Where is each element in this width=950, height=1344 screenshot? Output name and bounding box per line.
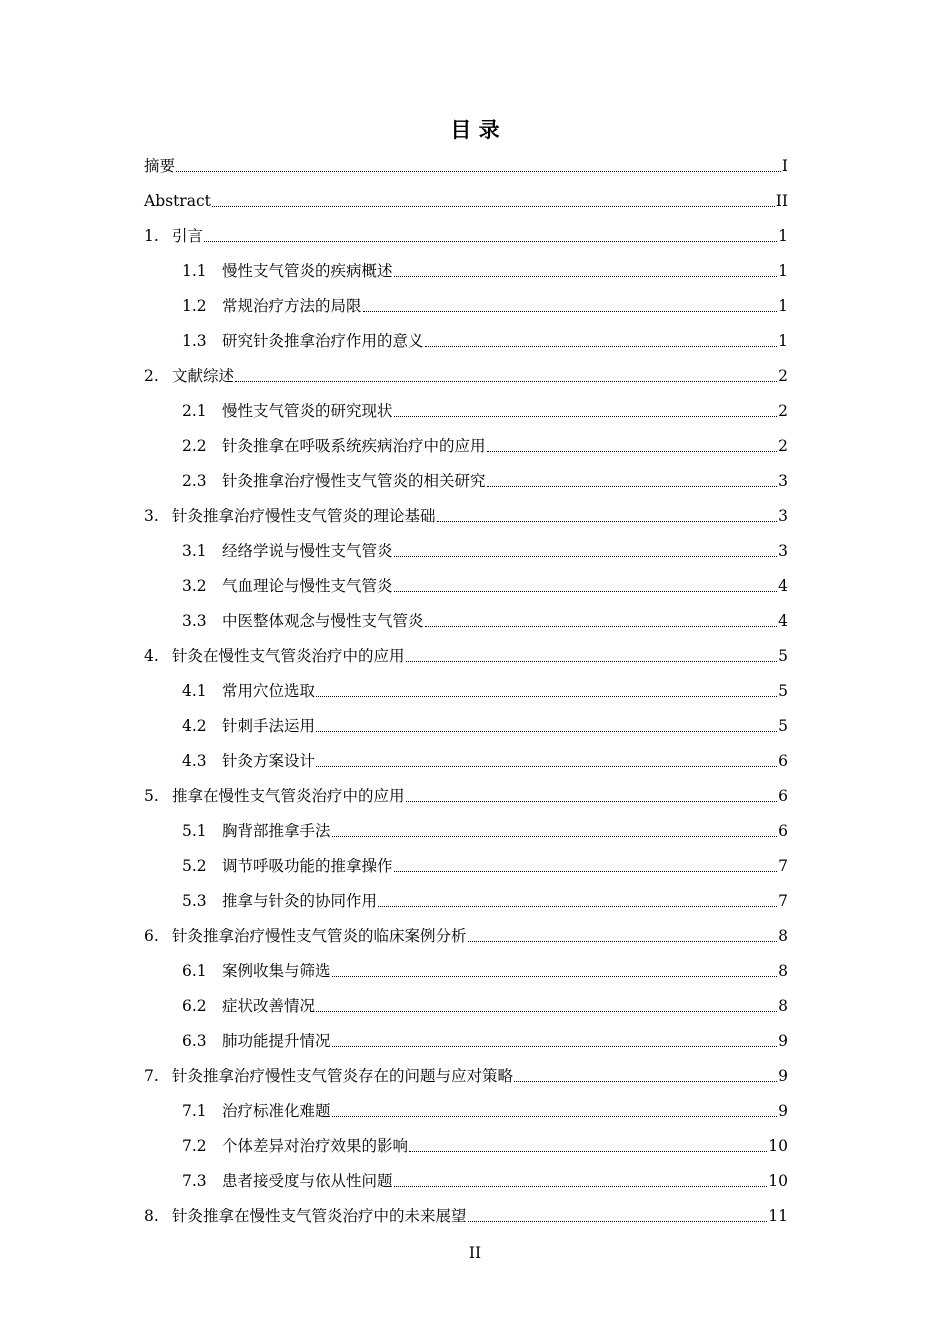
toc-entry-page: 5 bbox=[778, 647, 788, 665]
dot-leader bbox=[316, 1011, 777, 1012]
toc-entry[interactable] bbox=[182, 261, 788, 281]
toc-entry[interactable] bbox=[182, 436, 788, 456]
toc-entry-page: 7 bbox=[778, 892, 788, 910]
toc-entry-page: II bbox=[775, 192, 788, 210]
toc-entry-number: 2. bbox=[144, 367, 159, 385]
toc-entry-number: 7.3 bbox=[182, 1172, 207, 1190]
toc-entry-label bbox=[182, 436, 486, 456]
toc-entry-number: 6. bbox=[144, 927, 159, 945]
toc-entry-text: 研究针灸推拿治疗作用的意义 bbox=[222, 332, 424, 350]
dot-leader bbox=[425, 626, 778, 627]
toc-entry[interactable] bbox=[182, 821, 788, 841]
toc-entry-text: 案例收集与筛选 bbox=[222, 962, 331, 980]
toc-entry-page: 2 bbox=[778, 402, 788, 420]
toc-entry-label bbox=[144, 1206, 467, 1226]
toc-entry-label bbox=[182, 541, 393, 561]
toc-entry[interactable] bbox=[182, 1136, 788, 1156]
toc-entry-number: 1.1 bbox=[182, 262, 207, 280]
dot-leader bbox=[316, 766, 777, 767]
toc-entry-page: 11 bbox=[768, 1207, 788, 1225]
dot-leader bbox=[425, 346, 778, 347]
toc-entry[interactable] bbox=[182, 681, 788, 701]
toc-entry-label bbox=[182, 996, 315, 1016]
toc-entry[interactable] bbox=[182, 961, 788, 981]
toc-entry-text: 症状改善情况 bbox=[222, 997, 316, 1015]
dot-leader bbox=[468, 941, 778, 942]
toc-entry[interactable] bbox=[144, 646, 788, 666]
toc-entry[interactable] bbox=[144, 926, 788, 946]
toc-entry-page: 8 bbox=[778, 927, 788, 945]
toc-entry-text: 文献综述 bbox=[172, 367, 235, 385]
toc-entry[interactable] bbox=[144, 226, 788, 246]
dot-leader bbox=[406, 801, 778, 802]
toc-entry[interactable] bbox=[182, 471, 788, 491]
toc-entry-text: 慢性支气管炎的研究现状 bbox=[222, 402, 393, 420]
toc-entry-text: 针灸推拿治疗慢性支气管炎的相关研究 bbox=[222, 472, 486, 490]
toc-entry-text: Abstract bbox=[144, 192, 211, 210]
dot-leader bbox=[394, 556, 778, 557]
toc-entry-text: 肺功能提升情况 bbox=[222, 1032, 331, 1050]
toc-entry[interactable] bbox=[144, 156, 788, 176]
toc-entry-number: 1.2 bbox=[182, 297, 207, 315]
toc-entry-text: 针灸推拿在慢性支气管炎治疗中的未来展望 bbox=[172, 1207, 467, 1225]
toc-entry-label bbox=[182, 1101, 331, 1121]
toc-entry-text: 针灸推拿治疗慢性支气管炎的临床案例分析 bbox=[172, 927, 467, 945]
toc-entry-page: 9 bbox=[778, 1067, 788, 1085]
toc-entry-label bbox=[144, 156, 175, 176]
toc-entry-page: 1 bbox=[778, 227, 788, 245]
dot-leader bbox=[332, 1046, 778, 1047]
toc-entry-label bbox=[144, 1066, 513, 1086]
toc-entry-number: 8. bbox=[144, 1207, 159, 1225]
toc-entry-text: 推拿与针灸的协同作用 bbox=[222, 892, 378, 910]
toc-entry-page: 8 bbox=[778, 997, 788, 1015]
toc-entry-page: 3 bbox=[778, 507, 788, 525]
toc-entry-page: 3 bbox=[778, 472, 788, 490]
toc-entry-label bbox=[182, 576, 393, 596]
toc-entry-label bbox=[182, 821, 331, 841]
toc-entry-label bbox=[144, 786, 405, 806]
toc-entry-number: 3.1 bbox=[182, 542, 207, 560]
toc-entry-number: 3.2 bbox=[182, 577, 207, 595]
toc-entry-label bbox=[182, 681, 315, 701]
toc-entry-text: 经络学说与慢性支气管炎 bbox=[222, 542, 393, 560]
toc-entry-page: 5 bbox=[778, 682, 788, 700]
toc-entry-number: 4. bbox=[144, 647, 159, 665]
toc-entry[interactable] bbox=[144, 1066, 788, 1086]
toc-entry-page: 3 bbox=[778, 542, 788, 560]
toc-entry-label bbox=[182, 751, 315, 771]
toc-entry-number: 2.2 bbox=[182, 437, 207, 455]
dot-leader bbox=[332, 976, 778, 977]
toc-entry-label bbox=[144, 646, 405, 666]
toc-entry-text: 针灸推拿在呼吸系统疾病治疗中的应用 bbox=[222, 437, 486, 455]
toc-entry[interactable] bbox=[144, 1206, 788, 1226]
dot-leader bbox=[394, 416, 778, 417]
dot-leader bbox=[487, 451, 778, 452]
toc-entry-page: 4 bbox=[778, 612, 788, 630]
dot-leader bbox=[394, 276, 778, 277]
toc-entry-page: 6 bbox=[778, 822, 788, 840]
toc-entry[interactable] bbox=[144, 786, 788, 806]
dot-leader bbox=[176, 171, 781, 172]
toc-entry[interactable] bbox=[182, 856, 788, 876]
dot-leader bbox=[468, 1221, 768, 1222]
dot-leader bbox=[394, 591, 778, 592]
toc-entry-label bbox=[182, 961, 331, 981]
toc-entry-number: 3.3 bbox=[182, 612, 207, 630]
toc-entry[interactable] bbox=[182, 996, 788, 1016]
dot-leader bbox=[378, 906, 777, 907]
toc-entry-number: 7.2 bbox=[182, 1137, 207, 1155]
toc-entry-number: 2.1 bbox=[182, 402, 207, 420]
dot-leader bbox=[394, 871, 778, 872]
toc-entry[interactable] bbox=[182, 1101, 788, 1121]
toc-entry-page: 7 bbox=[778, 857, 788, 875]
toc-entry-text: 治疗标准化难题 bbox=[222, 1102, 331, 1120]
dot-leader bbox=[363, 311, 778, 312]
toc-entry[interactable] bbox=[144, 191, 788, 211]
page-number: II bbox=[468, 1244, 482, 1262]
toc-entry-number: 4.3 bbox=[182, 752, 207, 770]
toc-entry-page: 1 bbox=[778, 297, 788, 315]
toc-entry-page: 10 bbox=[768, 1137, 788, 1155]
toc-entry-text: 针灸推拿治疗慢性支气管炎的理论基础 bbox=[172, 507, 436, 525]
toc-entry-number: 5.3 bbox=[182, 892, 207, 910]
toc-entry[interactable] bbox=[182, 891, 788, 911]
toc-entry[interactable] bbox=[182, 1031, 788, 1051]
toc-entry[interactable] bbox=[182, 716, 788, 736]
toc-entry[interactable] bbox=[182, 576, 788, 596]
toc-entry-number: 7.1 bbox=[182, 1102, 207, 1120]
toc-entry-label bbox=[144, 506, 436, 526]
toc-entry-number: 2.3 bbox=[182, 472, 207, 490]
toc-entry-page: 1 bbox=[778, 262, 788, 280]
toc-entry-label bbox=[182, 401, 393, 421]
dot-leader bbox=[409, 1151, 767, 1152]
toc-entry-text: 推拿在慢性支气管炎治疗中的应用 bbox=[172, 787, 405, 805]
toc-entry-label bbox=[182, 611, 424, 631]
toc-entry-label bbox=[182, 296, 362, 316]
toc-entry-number: 6.3 bbox=[182, 1032, 207, 1050]
toc-entry-number: 5. bbox=[144, 787, 159, 805]
toc-entry-page: 9 bbox=[778, 1032, 788, 1050]
toc-entry-text: 胸背部推拿手法 bbox=[222, 822, 331, 840]
toc-entry-number: 5.1 bbox=[182, 822, 207, 840]
dot-leader bbox=[212, 206, 775, 207]
toc-entry-number: 6.2 bbox=[182, 997, 207, 1015]
dot-leader bbox=[487, 486, 778, 487]
toc-entry[interactable] bbox=[182, 751, 788, 771]
toc-entry-label bbox=[182, 1171, 393, 1191]
toc-entry-text: 针灸方案设计 bbox=[222, 752, 316, 770]
dot-leader bbox=[316, 696, 777, 697]
toc-entry-page: 8 bbox=[778, 962, 788, 980]
toc-entry-number: 1. bbox=[144, 227, 159, 245]
toc-entry-label bbox=[144, 191, 211, 211]
toc-entry[interactable] bbox=[182, 1171, 788, 1191]
toc-entry-page: 9 bbox=[778, 1102, 788, 1120]
toc-entry-label bbox=[182, 471, 486, 491]
toc-entry-text: 常规治疗方法的局限 bbox=[222, 297, 362, 315]
toc-entry[interactable] bbox=[144, 506, 788, 526]
toc-title: 目 录 bbox=[450, 117, 500, 142]
toc-entry[interactable] bbox=[182, 296, 788, 316]
toc-entry-page: 1 bbox=[778, 332, 788, 350]
toc-entry-text: 引言 bbox=[172, 227, 204, 245]
dot-leader bbox=[332, 836, 778, 837]
toc-entry-text: 摘要 bbox=[144, 157, 176, 175]
dot-leader bbox=[235, 381, 777, 382]
toc-entry-text: 常用穴位选取 bbox=[222, 682, 316, 700]
toc-entry-text: 个体差异对治疗效果的影响 bbox=[222, 1137, 409, 1155]
toc-entry[interactable] bbox=[182, 331, 788, 351]
toc-entry-label bbox=[182, 856, 393, 876]
dot-leader bbox=[332, 1116, 778, 1117]
toc-entry[interactable] bbox=[182, 541, 788, 561]
dot-leader bbox=[204, 241, 777, 242]
dot-leader bbox=[437, 521, 778, 522]
toc-entry-number: 6.1 bbox=[182, 962, 207, 980]
toc-entry-page: 10 bbox=[768, 1172, 788, 1190]
toc-entry-page: 6 bbox=[778, 752, 788, 770]
dot-leader bbox=[406, 661, 778, 662]
toc-entry-label bbox=[182, 1136, 408, 1156]
toc-entry-text: 针刺手法运用 bbox=[222, 717, 316, 735]
toc-entry-number: 7. bbox=[144, 1067, 159, 1085]
toc-entry-page: 5 bbox=[778, 717, 788, 735]
toc-entry-label bbox=[182, 891, 377, 911]
toc-entry-page: 2 bbox=[778, 367, 788, 385]
toc-entry-page: 2 bbox=[778, 437, 788, 455]
toc-entry-number: 4.2 bbox=[182, 717, 207, 735]
toc-entry-text: 针灸推拿治疗慢性支气管炎存在的问题与应对策略 bbox=[172, 1067, 514, 1085]
toc-entry-label bbox=[144, 226, 203, 246]
toc-entry-number: 3. bbox=[144, 507, 159, 525]
toc-entry-page: 4 bbox=[778, 577, 788, 595]
toc-entry-text: 针灸在慢性支气管炎治疗中的应用 bbox=[172, 647, 405, 665]
toc-entry-page: I bbox=[781, 157, 788, 175]
toc-entry-label bbox=[144, 926, 467, 946]
toc-entry[interactable] bbox=[144, 366, 788, 386]
toc-entry-label bbox=[182, 261, 393, 281]
dot-leader bbox=[394, 1186, 768, 1187]
toc-entry-number: 5.2 bbox=[182, 857, 207, 875]
toc-entry-label bbox=[144, 366, 234, 386]
toc-entry-label bbox=[182, 716, 315, 736]
toc-entry-number: 4.1 bbox=[182, 682, 207, 700]
toc-entry[interactable] bbox=[182, 611, 788, 631]
toc-entry-text: 患者接受度与依从性问题 bbox=[222, 1172, 393, 1190]
dot-leader bbox=[316, 731, 777, 732]
toc-entry-text: 调节呼吸功能的推拿操作 bbox=[222, 857, 393, 875]
toc-entry-text: 中医整体观念与慢性支气管炎 bbox=[222, 612, 424, 630]
dot-leader bbox=[514, 1081, 777, 1082]
toc-entry-label bbox=[182, 331, 424, 351]
toc-entry-label bbox=[182, 1031, 331, 1051]
toc-entry-number: 1.3 bbox=[182, 332, 207, 350]
toc-entry-text: 慢性支气管炎的疾病概述 bbox=[222, 262, 393, 280]
toc-entry-page: 6 bbox=[778, 787, 788, 805]
toc-entry-text: 气血理论与慢性支气管炎 bbox=[222, 577, 393, 595]
toc-entry[interactable] bbox=[182, 401, 788, 421]
